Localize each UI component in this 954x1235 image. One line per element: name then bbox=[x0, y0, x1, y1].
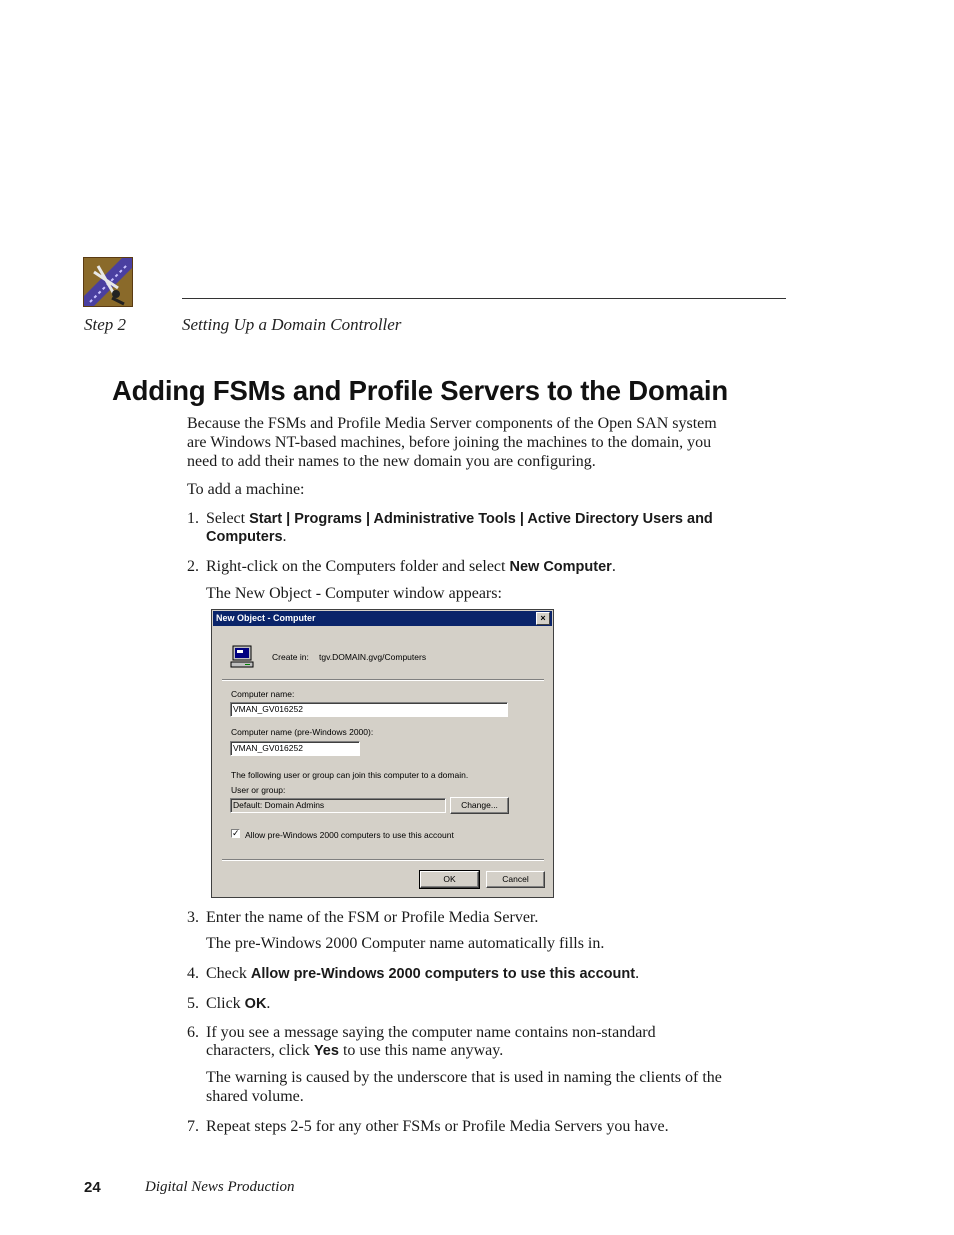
brand-logo-icon bbox=[83, 257, 133, 307]
dialog-separator bbox=[222, 679, 544, 681]
step-6-note: The warning is caused by the underscore that is used in naming the clients of the shared volume. bbox=[206, 1069, 722, 1105]
ui-term: Allow pre-Windows 2000 computers to use this account bbox=[250, 966, 636, 982]
step-number: 6. bbox=[187, 1024, 199, 1041]
ui-term: Yes bbox=[313, 1043, 339, 1059]
close-icon[interactable]: × bbox=[536, 612, 550, 625]
dialog-titlebar bbox=[213, 611, 552, 626]
header-rule bbox=[182, 298, 786, 299]
step-number: 4. bbox=[187, 965, 199, 982]
computer-icon bbox=[230, 644, 256, 670]
step-text: If you see a message saying the computer name contains non-standard characters, click Yes to use this name anyway. bbox=[206, 1024, 656, 1059]
pre2000-name-input[interactable]: VMAN_GV016252 bbox=[230, 741, 360, 756]
dialog-title: New Object - Computer bbox=[216, 613, 316, 623]
user-group-field: Default: Domain Admins bbox=[230, 798, 446, 813]
step-text: Check Allow pre-Windows 2000 computers to use this account. bbox=[206, 965, 640, 982]
ok-button[interactable]: OK bbox=[420, 871, 479, 888]
ui-term: New Computer bbox=[509, 559, 612, 575]
step-text: Select Start | Programs | Administrative Tools | Active Directory Users and Computers. bbox=[206, 510, 713, 545]
step-3-note: The pre-Windows 2000 Computer name automatically fills in. bbox=[206, 935, 605, 952]
step-number: 1. bbox=[187, 510, 199, 527]
ui-term: Start | Programs | Administrative Tools | Active Directory Users and Computers bbox=[206, 511, 713, 545]
to-add-paragraph: To add a machine: bbox=[187, 481, 305, 498]
page-number: 24 bbox=[84, 1179, 101, 1196]
step-text: Repeat steps 2-5 for any other FSMs or Profile Media Servers you have. bbox=[206, 1118, 669, 1135]
user-group-label: User or group: bbox=[231, 785, 286, 795]
step-number: 7. bbox=[187, 1118, 199, 1135]
section-title: Adding FSMs and Profile Servers to the Domain bbox=[112, 375, 728, 406]
computer-name-label: Computer name: bbox=[231, 689, 295, 699]
new-object-computer-dialog bbox=[211, 609, 554, 898]
change-button[interactable]: Change... bbox=[450, 797, 509, 814]
allow-pre2000-label[interactable]: Allow pre-Windows 2000 computers to use this account bbox=[245, 830, 454, 840]
intro-paragraph: Because the FSMs and Profile Media Server components of the Open SAN system are Windows NT-based machines, before joining the machines to the domain, you need to add their names to the new domain you are configuring. bbox=[187, 415, 717, 470]
create-in-label: Create in: bbox=[272, 652, 309, 662]
chapter-title: Setting Up a Domain Controller bbox=[182, 315, 402, 334]
cancel-button[interactable]: Cancel bbox=[486, 871, 545, 888]
step-text: Enter the name of the FSM or Profile Media Server. bbox=[206, 909, 539, 926]
ui-term: OK bbox=[244, 996, 267, 1012]
step-number: 5. bbox=[187, 995, 199, 1012]
create-in-value: tgv.DOMAIN.gvg/Computers bbox=[319, 652, 427, 662]
dialog-separator bbox=[222, 859, 544, 861]
step-number: 2. bbox=[187, 558, 199, 575]
step-2-note: The New Object - Computer window appears: bbox=[206, 585, 502, 602]
book-title: Digital News Production bbox=[145, 1179, 295, 1195]
allow-pre2000-checkbox[interactable]: ✓ bbox=[232, 828, 240, 838]
step-text: Click OK. bbox=[206, 995, 271, 1012]
pre2000-name-label: Computer name (pre-Windows 2000): bbox=[231, 727, 374, 737]
computer-name-input[interactable]: VMAN_GV016252 bbox=[230, 702, 508, 717]
step-number: 3. bbox=[187, 909, 199, 926]
step-label: Step 2 bbox=[84, 315, 127, 334]
step-text: Right-click on the Computers folder and select New Computer. bbox=[206, 558, 616, 575]
join-info-text: The following user or group can join this computer to a domain. bbox=[231, 770, 469, 780]
